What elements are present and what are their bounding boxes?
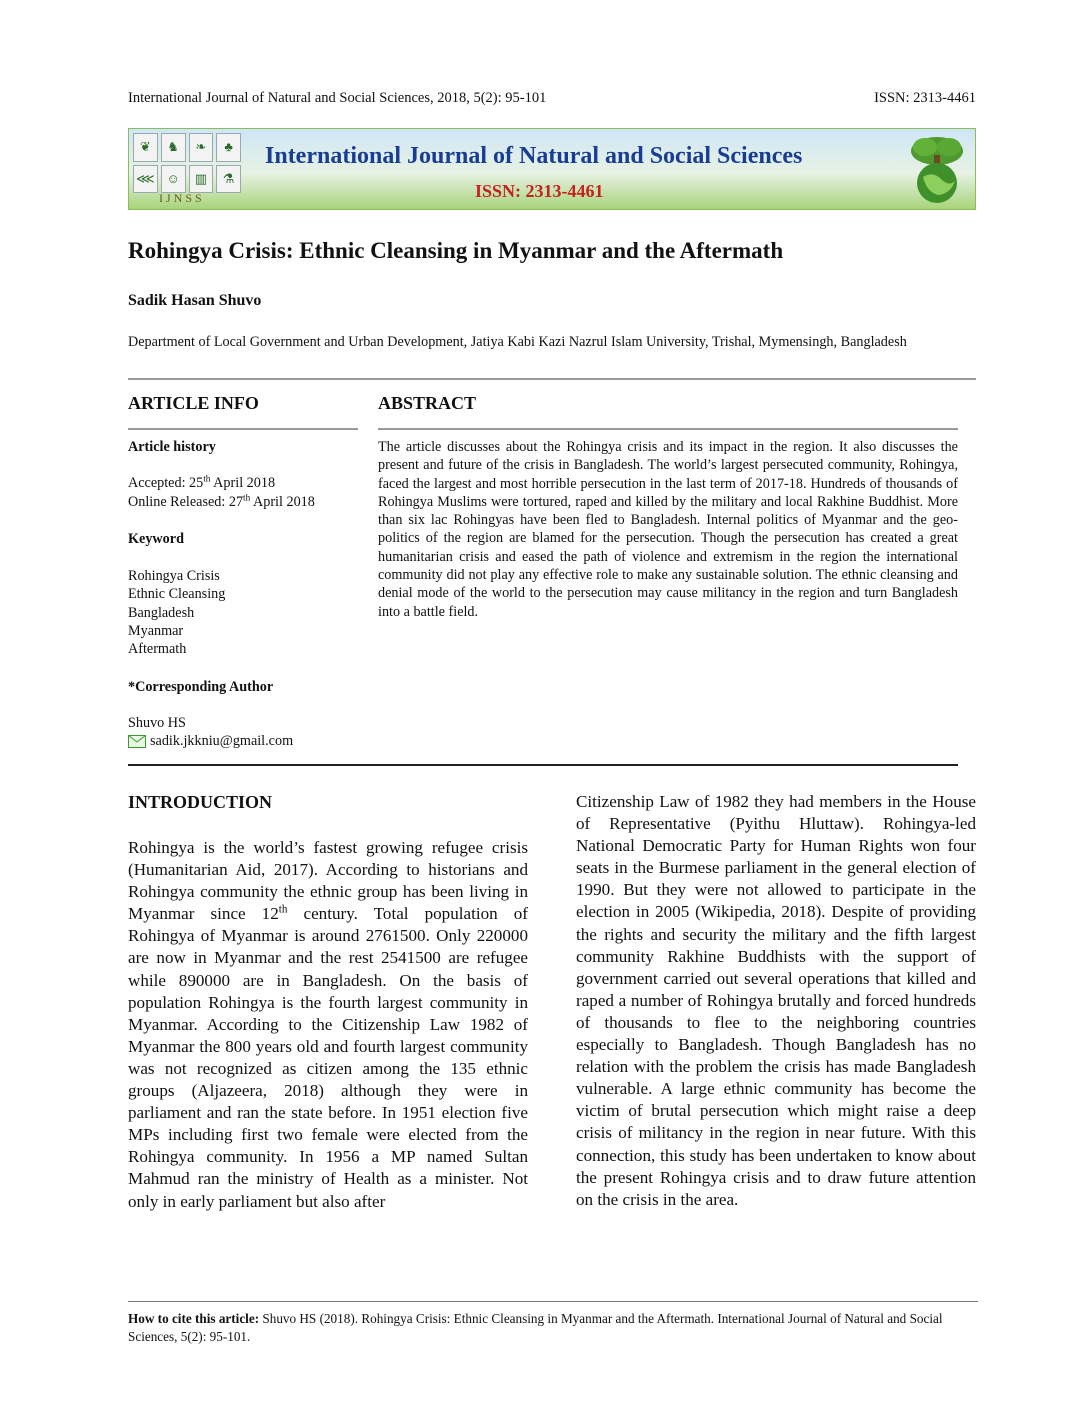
- globe-tree-icon: [903, 133, 971, 205]
- introduction-paragraph: Citizenship Law of 1982 they had members in the House of Representative (Pyithu Hluttaw). Rohingya-led National Democratic Party for Human Rights won four seats in the Burmese parliament in the general election of 1990. But they were not allowed to participate in the election in 2005 (Wikipedia, 2018). Despite of providing the rights and security the military and the fifth largest community Rakhine Buddhists with the support of government carried out several operations that killed and raped a number of Rohingya brutally and forced hundreds of thousands to flee to the neighboring countries especially to Bangladesh. Though Bangladesh has no relation with the problem the crisis has made Bangladesh vulnerable. A large ethnic community has become the victim of brutal persecution which might raise a deep crisis of militancy in the region in near future. With this connection, this study has been undertaken to know about the present Rohingya crisis and to draw future attention on the crisis in the area.: [576, 792, 976, 1209]
- abstract-text: The article discusses about the Rohingya crisis and its impact in the region. It also discusses the present and future of the crisis in Bangladesh. The world’s largest persecuted community, Rohingya, faced the largest and most horrible persecution in the last term of 2017-18. Hundreds of thousands of Rohingya Muslims were tortured, raped and killed by the military and local Rakhine Buddhist. More than six lac Rohingyas have been fled to Bangladesh. Internal politics of Myanmar and the geo-politics of the region are blamed for the persecution. Though the persecution has created a great humanitarian crisis and eased the path of violence and extremism in the region the international community did not play any effective role to make any sustainable solution. The ethnic cleansing and denial mode of the world to the persecution may cause militancy in the region and turn Bangladesh into a battle field.: [378, 439, 958, 620]
- article-title: Rohingya Crisis: Ethnic Cleansing in Myanmar and the Aftermath: [128, 238, 784, 263]
- article-author: Sadik Hasan Shuvo: [128, 292, 262, 309]
- corresponding-author-name: Shuvo HS: [128, 715, 186, 731]
- banner-photo-collage: [133, 133, 241, 193]
- keyword-list: [128, 567, 225, 658]
- cattle-icon: ♞: [161, 133, 186, 162]
- corresponding-email-row: [128, 732, 293, 750]
- journal-banner: [128, 128, 976, 210]
- fish-icon: ⋘: [133, 165, 158, 194]
- divider: [128, 428, 358, 430]
- tree-icon: ♣: [216, 133, 241, 162]
- plant-icon: ❦: [133, 133, 158, 162]
- envelope-icon: [128, 735, 146, 748]
- divider: [378, 428, 958, 430]
- divider: [128, 1301, 978, 1302]
- running-head: [128, 90, 976, 107]
- keyword-label: Keyword: [128, 531, 184, 547]
- introduction-right-column: [576, 791, 976, 1211]
- keyword-item: Rohingya Crisis: [128, 568, 220, 584]
- article-history-label: Article history: [128, 439, 216, 455]
- released-date: Online Released: 27th April 2018: [128, 492, 315, 510]
- corresponding-email[interactable]: sadik.jkkniu@gmail.com: [150, 733, 294, 749]
- lab-icon: ⚗: [216, 165, 241, 194]
- chart-icon: ▥: [189, 165, 214, 194]
- corresponding-author-label: *Corresponding Author: [128, 679, 274, 695]
- keyword-item: Aftermath: [128, 641, 187, 658]
- running-head-issn: ISSN: 2313-4461: [874, 90, 976, 106]
- introduction-left-column: [128, 837, 528, 1213]
- how-to-cite-label: How to cite this article:: [128, 1311, 260, 1326]
- banner-brand: IJNSS: [159, 191, 205, 205]
- accepted-date: Accepted: 25th April 2018: [128, 473, 276, 491]
- keyword-item: Myanmar: [128, 622, 184, 639]
- introduction-heading: INTRODUCTION: [128, 792, 273, 812]
- banner-issn: ISSN: 2313-4461: [475, 181, 604, 201]
- article-info-heading: ARTICLE INFO: [128, 393, 259, 413]
- banner-journal-name: International Journal of Natural and Social Sciences: [265, 143, 803, 169]
- running-head-journal: International Journal of Natural and Social Sciences, 2018, 5(2): 95-101: [128, 90, 547, 106]
- how-to-cite-text: Shuvo HS (2018). Rohingya Crisis: Ethnic Cleansing in Myanmar and the Aftermath. International Journal of Natural and Social Sciences, 5(2): 95-101.: [128, 1311, 943, 1344]
- people-icon: ☺: [161, 165, 186, 194]
- how-to-cite: [128, 1310, 984, 1346]
- abstract-heading: ABSTRACT: [378, 393, 477, 413]
- divider: [128, 378, 976, 380]
- introduction-paragraph: Rohingya is the world’s fastest growing refugee crisis (Humanitarian Aid, 2017). According to historians and Rohingya community the ethnic group has been living in Myanmar since 12th century. Total population of Rohingya of Myanmar is around 2761500. Only 220000 are now in Myanmar and the rest 2541500 are refugee while 890000 are in Bangladesh. On the basis of population Rohingya is the fourth largest community in Myanmar. According to the Citizenship Law 1982 of Myanmar the 800 years old and fourth largest community was not recognized as citizen among the 135 ethnic groups (Aljazeera, 2018) although they were in parliament and ran the state before. In 1951 election five MPs including first two female were elected from the Rohingya community. In 1956 a MP named Sultan Mahmud ran the ministry of Health as a minister. Not only in early parliament but also after: [128, 838, 528, 1211]
- leaf-icon: ❧: [189, 133, 214, 162]
- keyword-item: Ethnic Cleansing: [128, 586, 226, 603]
- keyword-item: Bangladesh: [128, 604, 195, 621]
- author-affiliation: Department of Local Government and Urban Development, Jatiya Kabi Kazi Nazrul Islam University, Trishal, Mymensingh, Bangladesh: [128, 334, 907, 350]
- divider: [128, 764, 958, 766]
